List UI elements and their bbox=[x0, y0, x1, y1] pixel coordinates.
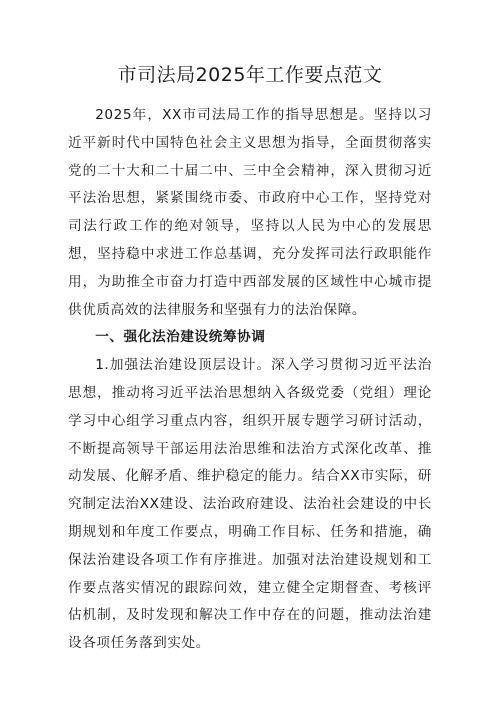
intro-paragraph: 2025年，XX市司法局工作的指导思想是。坚持以习近平新时代中国特色社会主义思想为指导，全面贯彻落实党的二十大和二十届二中、三中全会精神，深入贯彻习近平法治思想，紧紧围绕市委、市政府中心工作，坚持党对司法行政工作的绝对领导，坚持以人民为中心的发展思想，坚持稳中求进工作总基调，充分发挥司法行政职能作用，为助推全市奋力打造中西部发展的区域性中心城市提供优质高效的法律服务和坚强有力的法治保障。 bbox=[68, 107, 432, 318]
section-heading: 一、强化法治建设统筹协调 bbox=[95, 329, 266, 346]
document-title: 市司法局2025年工作要点范文 bbox=[117, 64, 383, 86]
section-paragraph: 1.加强法治建设顶层设计。深入学习贯彻习近平法治思想，推动将习近平法治思想纳入各级党委（党组）理论学习中心组学习重点内容，组织开展专题学习研讨活动，不断提高领导干部运用法治思维和法治方式深化改革、推动发展、化解矛盾、维护稳定的能力。结合XX市实际，研究制定法治XX建设、法治政府建设、法治社会建设的中长期规划和年度工作要点，明确工作目标、任务和措施，确保法治建设各项工作有序推进。加强对法治建设规划和工作要点落实情况的跟踪问效，建立健全定期督查、考核评估机制，及时发现和解决工作中存在的问题，推动法治建设各项任务落到实处。 bbox=[68, 357, 432, 652]
